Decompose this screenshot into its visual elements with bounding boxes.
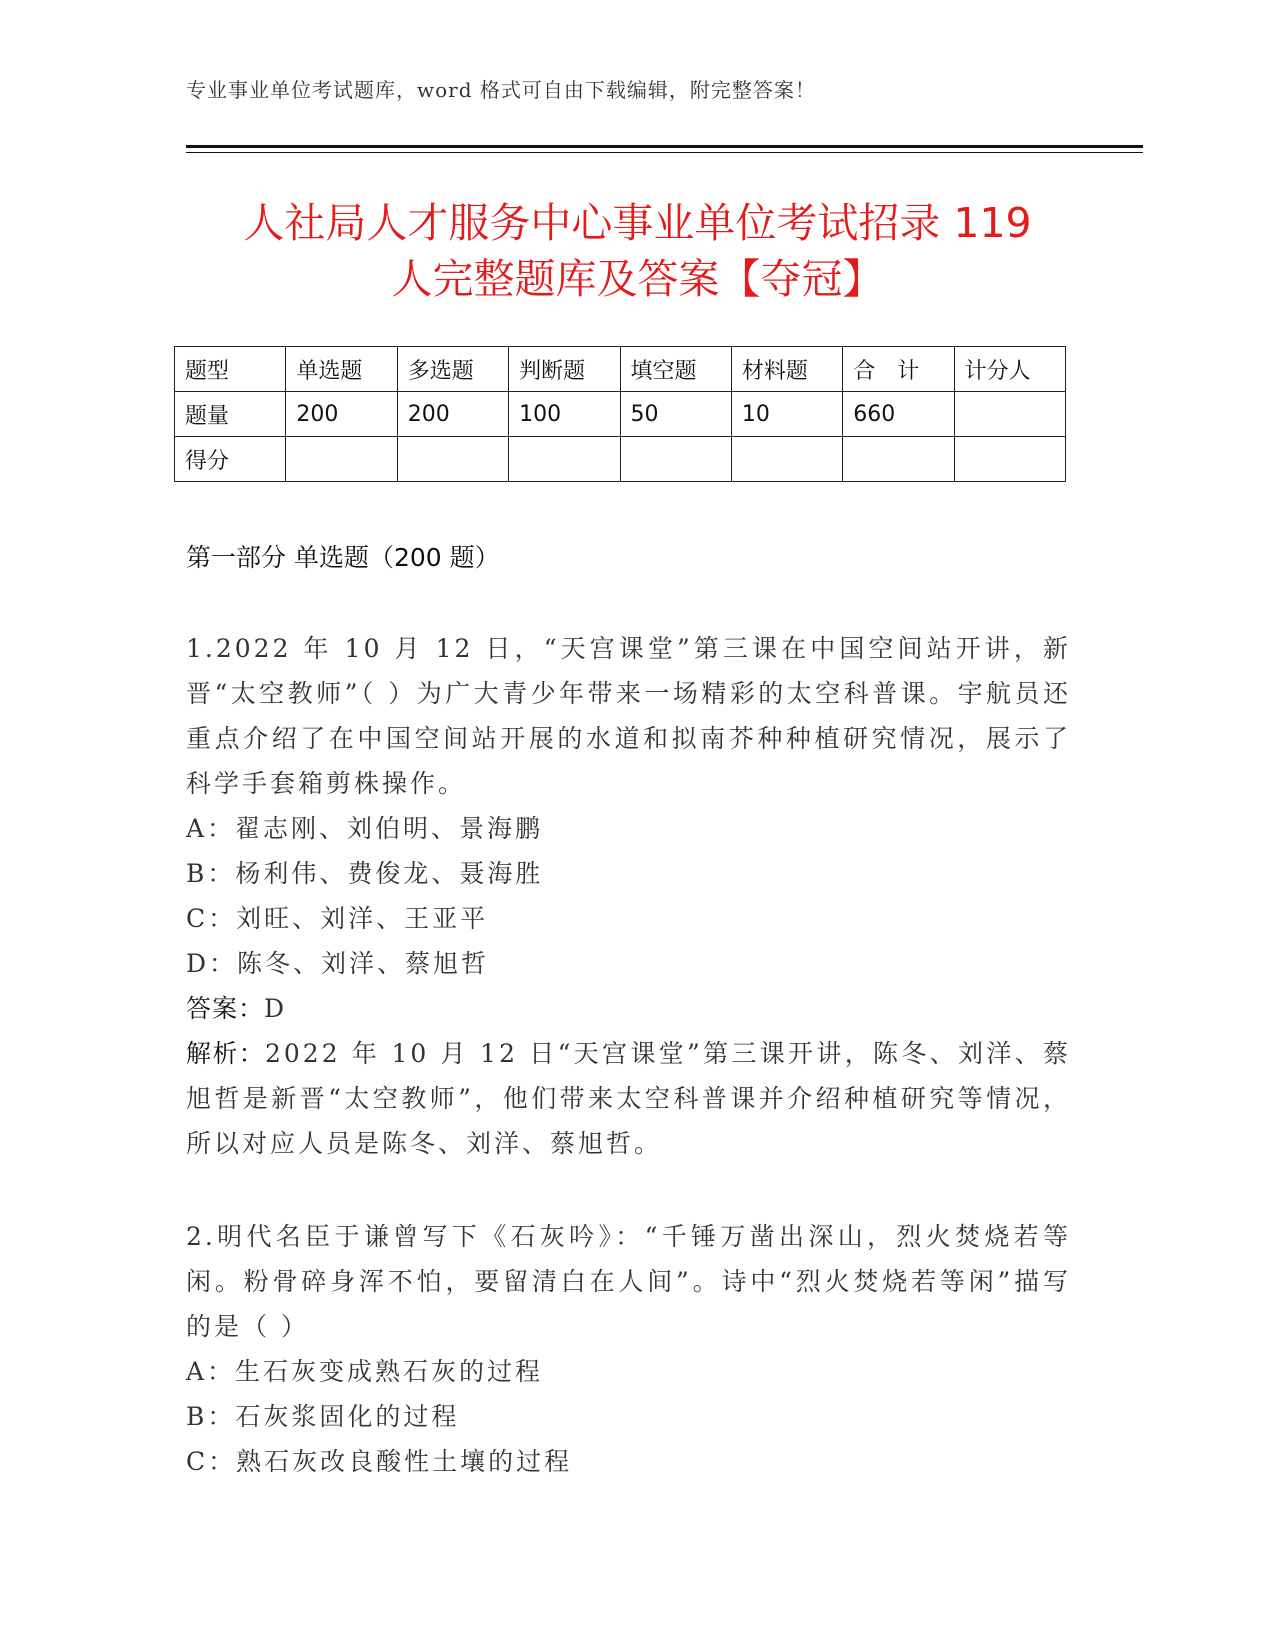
table-cell <box>620 437 731 482</box>
table-cell: 得分 <box>175 437 286 482</box>
answer-value: D <box>264 994 288 1023</box>
table-cell: 200 <box>397 392 508 437</box>
table-cell <box>397 437 508 482</box>
header-rule-thick <box>186 145 1143 148</box>
table-cell: 题量 <box>175 392 286 437</box>
table-cell: 10 <box>731 392 842 437</box>
page-title <box>160 195 1115 307</box>
table-cell: 100 <box>509 392 620 437</box>
title-line-1: 人社局人才服务中心事业单位考试招录 119 <box>243 199 1032 247</box>
table-header-cell: 计分人 <box>954 347 1065 392</box>
table-cell <box>954 437 1065 482</box>
option-d: D：陈冬、刘洋、蔡旭哲 <box>186 949 490 978</box>
table-header-row <box>175 347 1066 392</box>
analysis-text: 2022 年 10 月 12 日“天宫课堂”第三课开讲，陈冬、刘洋、蔡旭哲是新晋“太空教师”，他们带来太空科普课并介绍种植研究等情况，所以对应人员是陈冬、刘洋、蔡旭哲。 <box>186 1039 1071 1158</box>
option-a: A：翟志刚、刘伯明、景海鹏 <box>186 814 544 843</box>
answer-line <box>186 986 1071 1031</box>
table-cell <box>843 437 954 482</box>
table-cell <box>954 392 1065 437</box>
question-stem: 2.明代名臣于谦曾写下《石灰吟》：“千锤万凿出深山，烈火焚烧若等闲。粉骨碎身浑不怕，要留清白在人间”。诗中“烈火焚烧若等闲”描写的是（ ） <box>186 1222 1071 1341</box>
table-row-score <box>175 437 1066 482</box>
table-row-count <box>175 392 1066 437</box>
option-a: A：生石灰变成熟石灰的过程 <box>186 1357 544 1386</box>
option-c: C：刘旺、刘洋、王亚平 <box>186 904 489 933</box>
table-cell: 50 <box>620 392 731 437</box>
table-cell: 660 <box>843 392 954 437</box>
header-rule-thin <box>186 152 1143 153</box>
table-header-cell: 多选题 <box>397 347 508 392</box>
answer-label: 答案： <box>186 994 265 1023</box>
analysis-label: 解析： <box>186 1039 265 1068</box>
question-1 <box>186 626 1071 1166</box>
analysis-paragraph <box>186 1031 1071 1166</box>
table-header-cell: 填空题 <box>620 347 731 392</box>
table-cell: 200 <box>286 392 397 437</box>
table-header-cell: 单选题 <box>286 347 397 392</box>
option-b: B：石灰浆固化的过程 <box>186 1402 460 1431</box>
header-note: 专业事业单位考试题库，word 格式可自由下载编辑，附完整答案！ <box>186 78 816 102</box>
table-header-cell: 题型 <box>175 347 286 392</box>
option-b: B：杨利伟、费俊龙、聂海胜 <box>186 859 544 888</box>
section-heading: 第一部分 单选题（200 题） <box>186 543 500 572</box>
table-header-cell: 合 计 <box>843 347 954 392</box>
score-table <box>174 346 1066 482</box>
table-header-cell: 判断题 <box>509 347 620 392</box>
question-stem: 1.2022 年 10 月 12 日，“天宫课堂”第三课在中国空间站开讲，新晋“太空教师”（ ）为广大青少年带来一场精彩的太空科普课。宇航员还重点介绍了在中国空间站开展的水道和拟南芥种种植研究情况，展示了科学手套箱剪株操作。 <box>186 634 1071 798</box>
table-header-cell: 材料题 <box>731 347 842 392</box>
table-cell <box>286 437 397 482</box>
option-c: C：熟石灰改良酸性土壤的过程 <box>186 1447 573 1476</box>
question-2 <box>186 1214 1071 1484</box>
title-line-2: 人完整题库及答案【夺冠】 <box>391 255 884 303</box>
table-cell <box>731 437 842 482</box>
table-cell <box>509 437 620 482</box>
